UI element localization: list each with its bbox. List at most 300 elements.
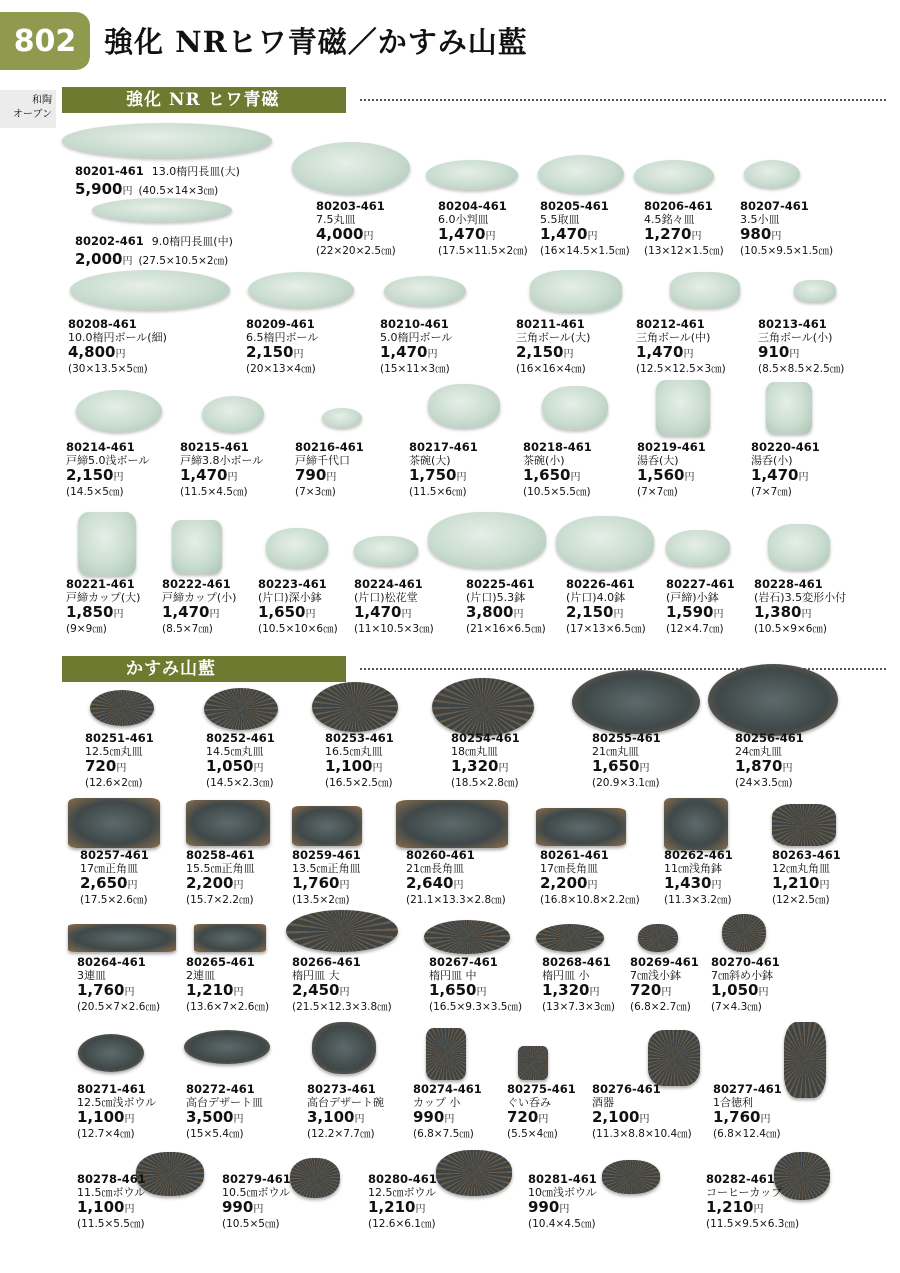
product-name: 17㎝正角皿 xyxy=(80,862,138,875)
product-name: 5.0楕円ボール xyxy=(380,331,453,344)
product-price xyxy=(75,180,132,198)
yen-unit: 円 xyxy=(559,1204,570,1215)
product-name: 湯呑(大) xyxy=(637,454,679,467)
yen-unit: 円 xyxy=(538,1114,549,1125)
product-size: (11.5×4.5㎝) xyxy=(180,486,248,498)
product-code: 80258-461 xyxy=(186,848,255,862)
price-value: 1,380 xyxy=(754,603,802,621)
product-photo xyxy=(78,512,136,576)
side-category-tag xyxy=(0,90,56,128)
product-code: 80216-461 xyxy=(295,440,364,454)
yen-unit: 円 xyxy=(115,349,126,360)
product-name: 楕円皿 中 xyxy=(429,969,477,982)
product-size: (9×9㎝) xyxy=(66,623,107,635)
product-item xyxy=(735,732,900,789)
product-name: ぐい呑み xyxy=(507,1096,551,1109)
product-size: (7×4.3㎝) xyxy=(711,1001,762,1013)
price-value: 1,210 xyxy=(706,1198,754,1216)
product-code: 80214-461 xyxy=(66,440,135,454)
yen-unit: 円 xyxy=(683,349,694,360)
product-photo xyxy=(292,142,410,194)
price-value: 1,850 xyxy=(66,603,114,621)
product-photo xyxy=(184,1030,270,1064)
product-name: 三角ボール(中) xyxy=(636,331,711,344)
price-value: 1,870 xyxy=(735,757,783,775)
product-price xyxy=(713,1109,883,1128)
product-photo xyxy=(772,804,836,846)
product-name: カップ 小 xyxy=(413,1096,461,1109)
price-value: 3,500 xyxy=(186,1108,234,1126)
yen-unit: 円 xyxy=(209,609,220,620)
product-size: (21.5×12.3×3.8㎝) xyxy=(292,1001,392,1013)
product-name: 15.5㎝正角皿 xyxy=(186,862,255,875)
product-price xyxy=(528,1199,698,1218)
product-item xyxy=(528,1173,698,1230)
yen-unit: 円 xyxy=(124,1114,135,1125)
product-size: (11.3×3.2㎝) xyxy=(664,894,732,906)
price-value: 910 xyxy=(758,343,790,361)
product-name: 6.0小判皿 xyxy=(438,213,489,226)
product-item xyxy=(772,849,900,906)
product-photo xyxy=(248,272,354,308)
product-name: 酒器 xyxy=(592,1096,614,1109)
product-photo xyxy=(78,1034,144,1072)
yen-unit: 円 xyxy=(453,880,464,891)
product-size: (13×12×1.5㎝) xyxy=(644,245,724,257)
product-item xyxy=(706,1173,876,1230)
product-code: 80223-461 xyxy=(258,577,327,591)
product-name: 茶碗(大) xyxy=(409,454,451,467)
product-size: (11×10.5×3㎝) xyxy=(354,623,434,635)
product-photo xyxy=(202,396,264,432)
yen-unit: 円 xyxy=(444,1114,455,1125)
product-code: 80261-461 xyxy=(540,848,609,862)
product-photo xyxy=(518,1046,548,1080)
price-value: 2,200 xyxy=(186,874,234,892)
price-value: 1,210 xyxy=(772,874,820,892)
product-code: 80210-461 xyxy=(380,317,449,331)
product-name: (片口)4.0鉢 xyxy=(566,591,626,604)
product-size: (11.5×9.5×6.3㎝) xyxy=(706,1218,800,1230)
price-value: 2,200 xyxy=(540,874,588,892)
product-size: (24×3.5㎝) xyxy=(735,777,793,789)
product-size: (14.5×5㎝) xyxy=(66,486,124,498)
product-name: 3.5小皿 xyxy=(740,213,780,226)
product-size: (21×16×6.5㎝) xyxy=(466,623,546,635)
product-size: (20.5×7×2.6㎝) xyxy=(77,1001,161,1013)
product-photo xyxy=(542,386,608,430)
product-size: (17.5×11.5×2㎝) xyxy=(438,245,528,257)
product-name: 12.5㎝浅ボウル xyxy=(77,1096,157,1109)
product-item xyxy=(222,1173,392,1230)
price-value: 1,470 xyxy=(380,343,428,361)
yen-unit: 円 xyxy=(798,472,809,483)
price-value: 1,100 xyxy=(325,757,373,775)
price-value: 1,210 xyxy=(368,1198,416,1216)
yen-unit: 円 xyxy=(753,1204,764,1215)
price-value: 2,150 xyxy=(246,343,294,361)
product-code: 80227-461 xyxy=(666,577,735,591)
price-value: 1,470 xyxy=(438,225,486,243)
product-name: 12.5㎝ボウル xyxy=(368,1186,437,1199)
yen-unit: 円 xyxy=(427,349,438,360)
product-code: 80208-461 xyxy=(68,317,137,331)
product-size: (12.5×12.5×3㎝) xyxy=(636,363,726,375)
price-value: 2,000 xyxy=(75,250,123,268)
product-code: 80217-461 xyxy=(409,440,478,454)
product-code: 80266-461 xyxy=(292,955,361,969)
product-photo xyxy=(648,1030,700,1086)
product-item xyxy=(711,956,881,1013)
product-code: 80280-461 xyxy=(368,1172,437,1186)
product-code: 80215-461 xyxy=(180,440,249,454)
product-name: 7.5丸皿 xyxy=(316,213,356,226)
price-value: 1,760 xyxy=(713,1108,761,1126)
product-name: 7㎝浅小鉢 xyxy=(630,969,681,982)
price-value: 2,640 xyxy=(406,874,454,892)
yen-unit: 円 xyxy=(113,609,124,620)
product-name: 11㎝浅角鉢 xyxy=(664,862,722,875)
product-price xyxy=(75,250,132,268)
price-value: 5,900 xyxy=(75,180,123,198)
yen-unit: 円 xyxy=(233,987,244,998)
product-size: (12×2.5㎝) xyxy=(772,894,830,906)
product-size: (12.6×6.1㎝) xyxy=(368,1218,436,1230)
price-value: 1,470 xyxy=(354,603,402,621)
product-size: (30×13.5×5㎝) xyxy=(68,363,148,375)
product-code: 80257-461 xyxy=(80,848,149,862)
product-name: 14.5㎝丸皿 xyxy=(206,745,264,758)
product-code: 80275-461 xyxy=(507,1082,576,1096)
product-code: 80277-461 xyxy=(713,1082,782,1096)
price-value: 1,650 xyxy=(523,466,571,484)
price-value: 1,650 xyxy=(592,757,640,775)
product-code: 80221-461 xyxy=(66,577,135,591)
product-photo xyxy=(68,798,160,848)
product-photo xyxy=(426,160,518,190)
product-name: 戸締カップ(小) xyxy=(162,591,237,604)
product-name: 茶碗(小) xyxy=(523,454,565,467)
product-code: 80256-461 xyxy=(735,731,804,745)
yen-unit: 円 xyxy=(233,880,244,891)
product-size: (11.5×5.5㎝) xyxy=(77,1218,145,1230)
price-value: 4,000 xyxy=(316,225,364,243)
price-value: 990 xyxy=(528,1198,560,1216)
yen-unit: 円 xyxy=(563,349,574,360)
yen-unit: 円 xyxy=(782,763,793,774)
product-name: 戸締カップ(大) xyxy=(66,591,141,604)
yen-unit: 円 xyxy=(372,763,383,774)
product-size: (10.5×9.5×1.5㎝) xyxy=(740,245,834,257)
product-code: 80269-461 xyxy=(630,955,699,969)
price-value: 790 xyxy=(295,466,327,484)
product-code: 80213-461 xyxy=(758,317,827,331)
price-value: 1,590 xyxy=(666,603,714,621)
product-name: 戸締千代口 xyxy=(295,454,350,467)
yen-unit: 円 xyxy=(233,1114,244,1125)
product-code: 80273-461 xyxy=(307,1082,376,1096)
product-item xyxy=(75,230,245,270)
product-item xyxy=(368,1173,538,1230)
price-value: 1,320 xyxy=(451,757,499,775)
product-code: 80222-461 xyxy=(162,577,231,591)
product-code: 80253-461 xyxy=(325,731,394,745)
side-tag-line2: オーブン xyxy=(12,109,52,120)
product-photo xyxy=(312,1022,376,1074)
product-name: 17㎝長角皿 xyxy=(540,862,598,875)
yen-unit: 円 xyxy=(401,609,412,620)
yen-unit: 円 xyxy=(691,231,702,242)
product-code: 80202-461 xyxy=(75,234,144,248)
product-size: (13.6×7×2.6㎝) xyxy=(186,1001,270,1013)
product-photo xyxy=(666,530,730,566)
product-name: (戸締)小鉢 xyxy=(666,591,719,604)
product-photo xyxy=(70,270,230,310)
product-code: 80211-461 xyxy=(516,317,585,331)
product-size: (16.5×9.3×3.5㎝) xyxy=(429,1001,523,1013)
product-name: 4.5銘々皿 xyxy=(644,213,695,226)
product-name: 戸締5.0浅ボール xyxy=(66,454,150,467)
product-photo xyxy=(194,924,266,952)
product-price xyxy=(222,1199,392,1218)
yen-unit: 円 xyxy=(639,1114,650,1125)
product-size: (12.7×4㎝) xyxy=(77,1128,135,1140)
price-value: 1,100 xyxy=(77,1198,125,1216)
yen-unit: 円 xyxy=(613,609,624,620)
product-price xyxy=(772,875,900,894)
product-name: 12.5㎝丸皿 xyxy=(85,745,143,758)
product-size: (21.1×13.3×2.8㎝) xyxy=(406,894,506,906)
product-price xyxy=(740,226,900,245)
product-code: 80205-461 xyxy=(540,199,609,213)
product-photo xyxy=(744,160,800,188)
product-code: 80278-461 xyxy=(77,1172,146,1186)
yen-unit: 円 xyxy=(587,231,598,242)
product-size: (15.7×2.2㎝) xyxy=(186,894,254,906)
yen-unit: 円 xyxy=(354,1114,365,1125)
product-code: 80219-461 xyxy=(637,440,706,454)
price-value: 720 xyxy=(630,981,662,999)
product-photo xyxy=(62,123,272,158)
product-name: 三角ボール(大) xyxy=(516,331,591,344)
product-photo xyxy=(530,270,622,312)
price-value: 1,750 xyxy=(409,466,457,484)
product-size: (12.2×7.7㎝) xyxy=(307,1128,375,1140)
price-value: 990 xyxy=(413,1108,445,1126)
price-value: 1,430 xyxy=(664,874,712,892)
product-photo xyxy=(292,806,362,846)
product-photo xyxy=(556,516,654,570)
product-size: (6.8×2.7㎝) xyxy=(630,1001,691,1013)
yen-unit: 円 xyxy=(587,880,598,891)
price-value: 1,470 xyxy=(180,466,228,484)
product-size: (17.5×2.6㎝) xyxy=(80,894,148,906)
product-name: 楕円皿 大 xyxy=(292,969,340,982)
product-name: 6.5楕円ボール xyxy=(246,331,319,344)
price-value: 1,760 xyxy=(77,981,125,999)
product-name: 13.5㎝正角皿 xyxy=(292,862,361,875)
product-photo xyxy=(204,688,278,730)
product-photo xyxy=(76,390,162,432)
product-size: (22×20×2.5㎝) xyxy=(316,245,396,257)
product-photo xyxy=(708,664,838,736)
price-value: 1,050 xyxy=(711,981,759,999)
product-code: 80272-461 xyxy=(186,1082,255,1096)
yen-unit: 円 xyxy=(711,880,722,891)
price-value: 720 xyxy=(507,1108,539,1126)
product-name: 高台デザート皿 xyxy=(186,1096,263,1109)
product-size: (12.6×2㎝) xyxy=(85,777,143,789)
product-code: 80207-461 xyxy=(740,199,809,213)
product-item xyxy=(754,578,900,635)
price-value: 2,650 xyxy=(80,874,128,892)
product-code: 80224-461 xyxy=(354,577,423,591)
page-number-badge: 802 xyxy=(0,12,90,70)
product-name: 13.0楕円長皿(大) xyxy=(151,165,240,178)
product-code: 80263-461 xyxy=(772,848,841,862)
price-value: 1,470 xyxy=(540,225,588,243)
product-item xyxy=(68,318,238,375)
page-title: 強化 NRヒワ青磁／かすみ山藍 xyxy=(104,25,528,59)
price-value: 1,050 xyxy=(206,757,254,775)
product-size: (40.5×14×3㎝) xyxy=(138,185,219,197)
section-header-kasumi-sanai: かすみ山藍 xyxy=(62,656,346,682)
price-value: 1,760 xyxy=(292,874,340,892)
yen-unit: 円 xyxy=(122,186,133,197)
product-code: 80282-461 xyxy=(706,1172,775,1186)
product-size: (17×13×6.5㎝) xyxy=(566,623,646,635)
product-code: 80201-461 xyxy=(75,164,144,178)
product-photo xyxy=(172,520,222,574)
product-photo xyxy=(536,924,604,952)
yen-unit: 円 xyxy=(498,763,509,774)
product-name: 3連皿 xyxy=(77,969,106,982)
product-photo xyxy=(722,914,766,952)
product-price xyxy=(706,1199,876,1218)
product-code: 80267-461 xyxy=(429,955,498,969)
product-name: 16.5㎝丸皿 xyxy=(325,745,383,758)
yen-unit: 円 xyxy=(305,609,316,620)
product-code: 80254-461 xyxy=(451,731,520,745)
yen-unit: 円 xyxy=(363,231,374,242)
yen-unit: 円 xyxy=(713,609,724,620)
product-size: (10.5×5.5㎝) xyxy=(523,486,591,498)
price-value: 1,210 xyxy=(186,981,234,999)
product-price xyxy=(68,344,238,363)
yen-unit: 円 xyxy=(476,987,487,998)
product-code: 80209-461 xyxy=(246,317,315,331)
product-size: (10.5×9×6㎝) xyxy=(754,623,828,635)
product-code: 80225-461 xyxy=(466,577,535,591)
product-name: 21㎝長角皿 xyxy=(406,862,464,875)
product-name: (片口)5.3鉢 xyxy=(466,591,526,604)
product-name: 10.0楕円ボール(細) xyxy=(68,331,167,344)
product-name: 湯呑(小) xyxy=(751,454,793,467)
product-photo xyxy=(424,920,510,954)
product-size: (8.5×8.5×2.5㎝) xyxy=(758,363,845,375)
product-size: (7×7㎝) xyxy=(637,486,678,498)
product-name: 18㎝丸皿 xyxy=(451,745,498,758)
yen-unit: 円 xyxy=(122,256,133,267)
product-size: (12×4.7㎝) xyxy=(666,623,724,635)
price-value: 720 xyxy=(85,757,117,775)
product-size: (6.8×12.4㎝) xyxy=(713,1128,781,1140)
yen-unit: 円 xyxy=(339,987,350,998)
product-size: (27.5×10.5×2㎝) xyxy=(138,255,229,267)
product-name: 楕円皿 小 xyxy=(542,969,590,982)
product-name: 21㎝丸皿 xyxy=(592,745,639,758)
product-item xyxy=(713,1083,883,1140)
product-code: 80228-461 xyxy=(754,577,823,591)
product-code: 80252-461 xyxy=(206,731,275,745)
yen-unit: 円 xyxy=(570,472,581,483)
product-photo xyxy=(638,924,678,952)
price-value: 1,470 xyxy=(751,466,799,484)
product-size: (11.3×8.8×10.4㎝) xyxy=(592,1128,692,1140)
yen-unit: 円 xyxy=(513,609,524,620)
product-name: 7㎝斜め小鉢 xyxy=(711,969,773,982)
price-value: 1,650 xyxy=(429,981,477,999)
product-code: 80276-461 xyxy=(592,1082,661,1096)
product-size: (5.5×4㎝) xyxy=(507,1128,558,1140)
product-price xyxy=(711,982,881,1001)
product-size: (16.5×2.5㎝) xyxy=(325,777,393,789)
yen-unit: 円 xyxy=(771,231,782,242)
yen-unit: 円 xyxy=(326,472,337,483)
product-photo xyxy=(354,536,418,566)
product-code: 80274-461 xyxy=(413,1082,482,1096)
product-size: (13×7.3×3㎝) xyxy=(542,1001,616,1013)
product-price xyxy=(758,344,900,363)
product-photo xyxy=(432,678,534,736)
product-name: 9.0楕円長皿(中) xyxy=(151,235,233,248)
price-value: 3,800 xyxy=(466,603,514,621)
yen-unit: 円 xyxy=(124,1204,135,1215)
product-size: (10.4×4.5㎝) xyxy=(528,1218,596,1230)
product-size: (6.8×7.5㎝) xyxy=(413,1128,474,1140)
product-photo xyxy=(186,800,270,846)
yen-unit: 円 xyxy=(801,609,812,620)
product-price xyxy=(735,758,900,777)
yen-unit: 円 xyxy=(116,763,127,774)
product-size: (15×5.4㎝) xyxy=(186,1128,244,1140)
product-name: 三角ボール(小) xyxy=(758,331,833,344)
product-name: コーヒーカップ xyxy=(706,1186,783,1199)
price-value: 990 xyxy=(222,1198,254,1216)
product-photo xyxy=(266,528,328,568)
product-name: (片口)松花堂 xyxy=(354,591,418,604)
product-code: 80218-461 xyxy=(523,440,592,454)
product-code: 80281-461 xyxy=(528,1172,597,1186)
price-value: 2,450 xyxy=(292,981,340,999)
price-value: 2,100 xyxy=(592,1108,640,1126)
product-code: 80226-461 xyxy=(566,577,635,591)
product-name: 2連皿 xyxy=(186,969,215,982)
price-value: 1,320 xyxy=(542,981,590,999)
yen-unit: 円 xyxy=(253,763,264,774)
product-photo xyxy=(794,280,836,302)
yen-unit: 円 xyxy=(819,880,830,891)
product-size: (16×14.5×1.5㎝) xyxy=(540,245,630,257)
product-photo xyxy=(766,382,812,434)
yen-unit: 円 xyxy=(456,472,467,483)
product-code: 80204-461 xyxy=(438,199,507,213)
product-name: 1合徳利 xyxy=(713,1096,753,1109)
product-photo xyxy=(634,160,714,192)
product-name: 10.5㎝ボウル xyxy=(222,1186,291,1199)
price-value: 980 xyxy=(740,225,772,243)
price-value: 2,150 xyxy=(66,466,114,484)
